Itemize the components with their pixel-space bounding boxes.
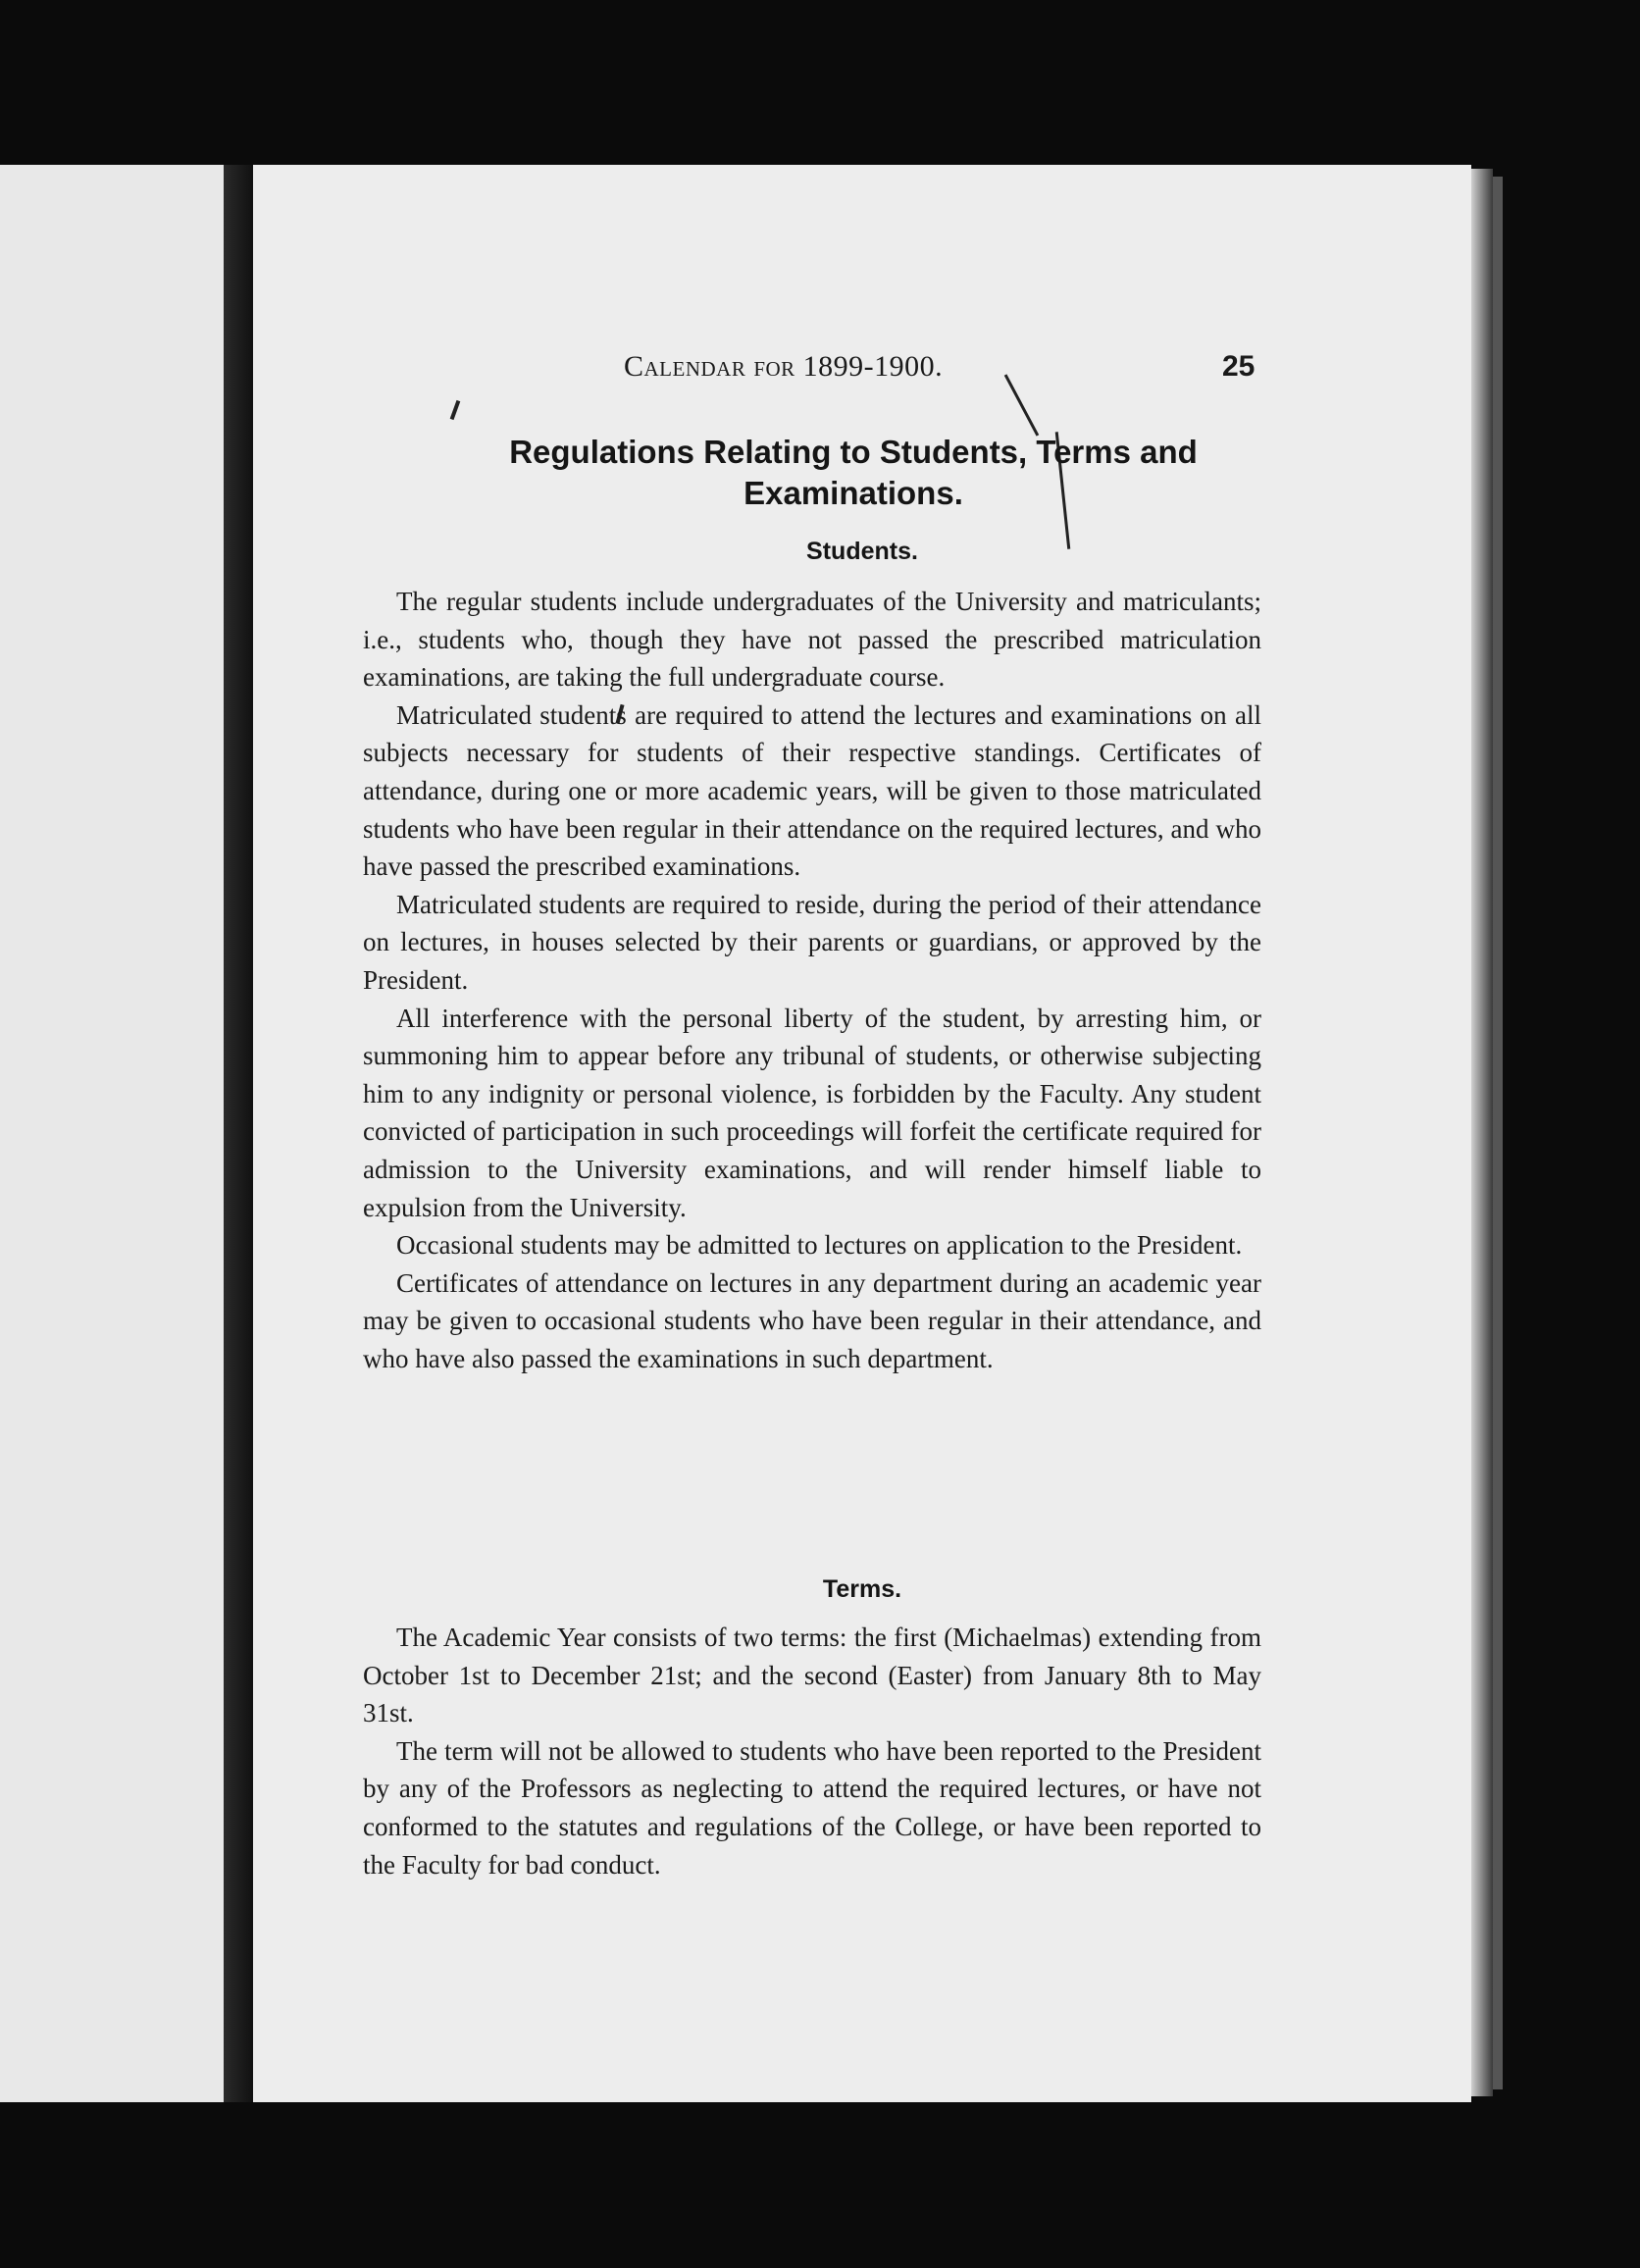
paragraph: Matriculated students are required to reside, during the period of their attendance on lectures, in houses selected by their parents or guardians, or approved by the President. — [363, 889, 1261, 995]
paragraph: The Academic Year consists of two terms: the first (Michaelmas) extending from October 1st to December 21st; and the second (Easter) from January 8th to May 31st. — [363, 1623, 1261, 1728]
terms-section-body — [363, 1619, 1261, 1883]
running-head-title: Calendar for 1899-1900. — [624, 350, 944, 383]
paragraph: The term will not be allowed to students who have been reported to the President by any of the Professors as neglecting to attend the required lectures, or have not conformed to the statutes and regulations of the College, or have been reported to the Faculty for bad conduct. — [363, 1735, 1261, 1880]
paragraph: The regular students include undergraduates of the University and matriculants; i.e., students who, though they have not passed the prescribed matriculation examinations, are taking the full undergraduate course. — [363, 587, 1261, 693]
terms-section-title: Terms. — [822, 1575, 902, 1603]
paragraph: Occasional students may be admitted to lectures on application to the President. — [396, 1230, 1243, 1261]
page-heading — [412, 432, 1295, 514]
page-edge-dark — [1493, 177, 1503, 2089]
students-section-title: Students. — [806, 538, 918, 565]
paragraph: Certificates of attendance on lectures in any department during an academic year may be given to occasional students who have been regular in their attendance, and who have also passed the examinations in such department. — [363, 1267, 1261, 1373]
paragraph: Matriculated students are required to attend the lectures and examinations on all subjects necessary for students of their respective standings. Certificates of attendance, during one or more academic years, will be given to those matriculated students who have been regular in their attendance on the required lectures, and who have passed the prescribed examinations. — [363, 699, 1261, 882]
left-facing-page — [0, 165, 224, 2102]
gutter-shadow — [224, 165, 253, 2102]
page-edge — [1471, 169, 1493, 2096]
paragraph: All interference with the personal liberty of the student, by arresting him, or summoning him to appear before any tribunal of students, or otherwise subjecting him to any indignity or personal violence, is forbidden by the Faculty. Any student convicted of participation in such proceedings will forfeit the certificate required for admission to the University examinations, and will render himself liable to expulsion from the University. — [363, 1003, 1261, 1222]
heading-line-1: Regulations Relating to Students, Terms and — [509, 434, 1198, 470]
heading-line-2: Examinations. — [743, 475, 963, 511]
page-number: 25 — [1222, 350, 1256, 383]
running-head — [253, 350, 1471, 395]
students-section-body — [363, 583, 1261, 1377]
